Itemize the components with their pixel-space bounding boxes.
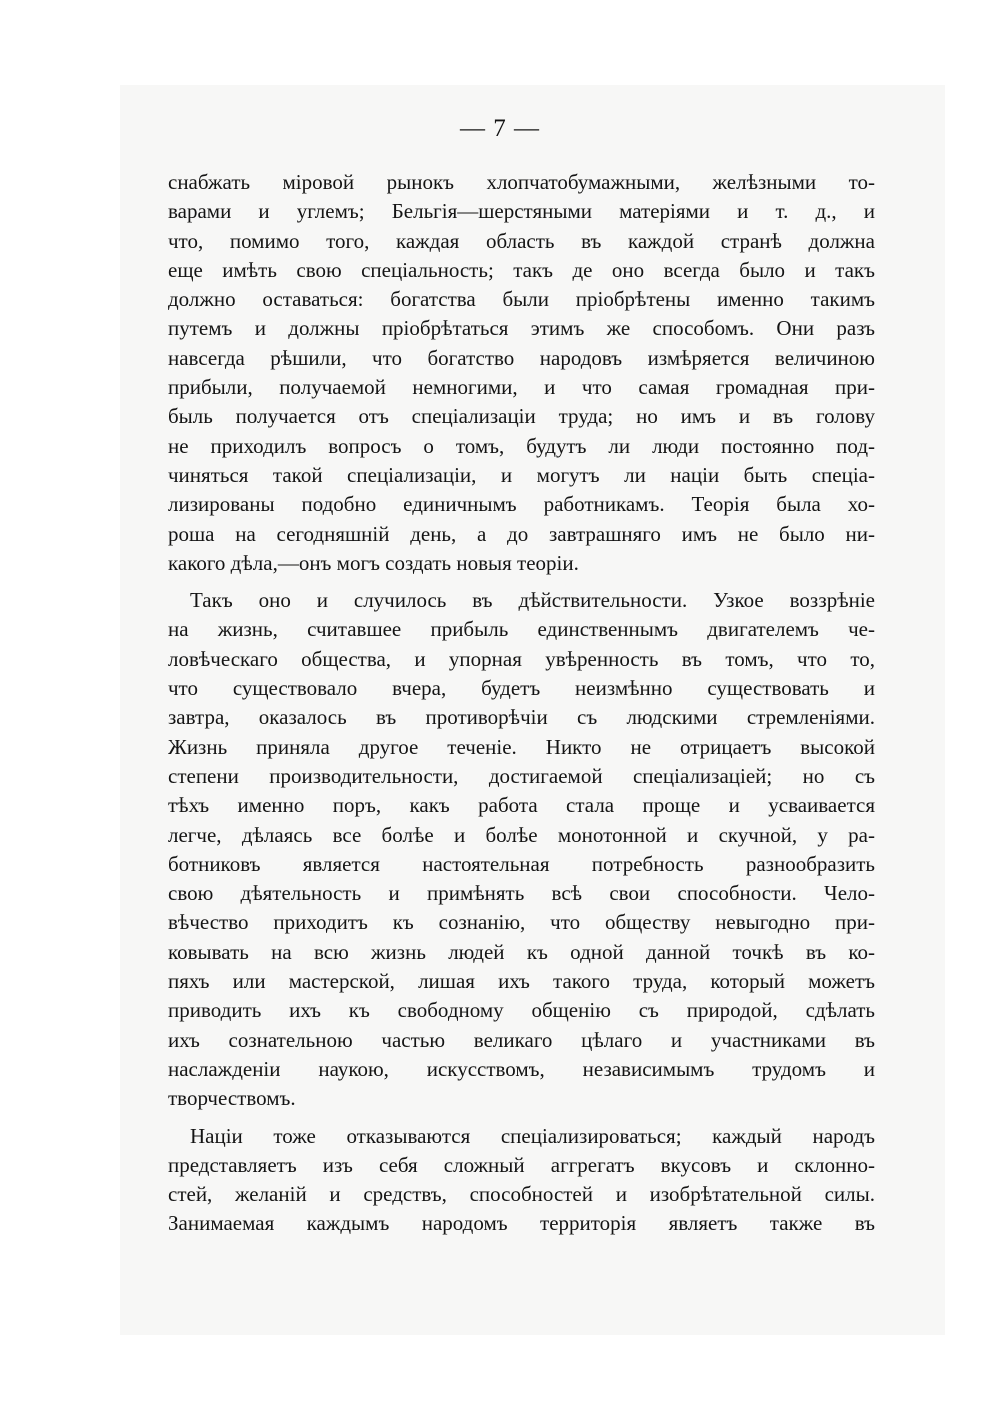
text-line: еще имѣть свою спеціальность; такъ де оно всегда было и такъ xyxy=(168,257,875,282)
text-line: пяхъ или мастерской, лишая ихъ такого труда, который можетъ xyxy=(168,969,875,994)
text-line: тѣхъ именно поръ, какъ работа стала проще и усваивается xyxy=(168,793,875,818)
text-line: Такъ оно и случилось въ дѣйствительности. Узкое воззрѣніе xyxy=(190,588,875,613)
text-line: ловѣческаго общества, и упорная увѣренность въ томъ, что то, xyxy=(168,646,875,671)
text-line: что существовало вчера, будетъ неизмѣнно существовать и xyxy=(168,676,875,701)
text-line: стей, желаній и средствъ, способностей и изобрѣтательной силы. xyxy=(168,1182,875,1207)
text-line: представляетъ изъ себя сложный аггрегатъ вкусовъ и склонно- xyxy=(168,1152,875,1177)
text-line: варами и углемъ; Бельгія—шерстяными матеріями и т. д., и xyxy=(168,199,875,224)
text-line: роша на сегодняшній день, а до завтрашняго имъ не было ни- xyxy=(168,521,875,546)
text-line: лизированы подобно единичнымъ работникамъ. Теорія была хо- xyxy=(168,492,875,517)
text-line: должно оставаться: богатства были пріобрѣтены именно такимъ xyxy=(168,287,875,312)
text-line: свою дѣятельность и примѣнять всѣ свои способности. Чело- xyxy=(168,881,875,906)
text-line: приводить ихъ къ свободному общенію съ природой, сдѣлать xyxy=(168,998,875,1023)
text-line: ботниковъ является настоятельная потребность разнообразить xyxy=(168,851,875,876)
text-line: Націи тоже отказываются спеціализироваться; каждый народъ xyxy=(190,1123,875,1148)
text-line: быль получается отъ спеціализаціи труда; но имъ и въ голову xyxy=(168,404,875,429)
text-line: Занимаемая каждымъ народомъ территорія являетъ также въ xyxy=(168,1211,875,1236)
text-line: вѣчество приходитъ къ сознанію, что обществу невыгодно при- xyxy=(168,910,875,935)
text-line: наслажденіи наукою, искусствомъ, независимымъ трудомъ и xyxy=(168,1056,875,1081)
text-line: навсегда рѣшили, что богатство народовъ измѣряется величиною xyxy=(168,345,875,370)
paragraph-2 xyxy=(168,586,875,1113)
paragraph-3 xyxy=(168,1122,875,1239)
text-line: завтра, оказалось въ противорѣчіи съ людскими стремленіями. xyxy=(168,705,875,730)
text-line: на жизнь, считавшее прибыль единственнымъ двигателемъ че- xyxy=(168,617,875,642)
page-number: — 7 — xyxy=(460,115,540,142)
paragraph-1 xyxy=(168,168,875,578)
text-line: легче, дѣлаясь все болѣе и болѣе монотонной и скучной, у ра- xyxy=(168,822,875,847)
text-line: ихъ сознательною частью великаго цѣлаго и участниками въ xyxy=(168,1027,875,1052)
text-line: путемъ и должны пріобрѣтаться этимъ же способомъ. Они разъ xyxy=(168,316,875,341)
text-line: ковывать на всю жизнь людей къ одной данной точкѣ въ ко- xyxy=(168,939,875,964)
body-text xyxy=(168,168,875,1247)
text-line: что, помимо того, каждая область въ каждой странѣ должна xyxy=(168,228,875,253)
text-line: чиняться такой спеціализаціи, и могутъ ли націи быть спеціа- xyxy=(168,462,875,487)
text-line: творчествомъ. xyxy=(168,1086,296,1111)
text-line: какого дѣла,—онъ могъ создать новыя теоріи. xyxy=(168,550,579,575)
text-line: снабжать міровой рынокъ хлопчатобумажными, желѣзными то- xyxy=(168,170,875,194)
text-line: степени производительности, достигаемой спеціализаціей; но съ xyxy=(168,763,875,788)
text-line: Жизнь приняла другое теченіе. Никто не отрицаетъ высокой xyxy=(168,734,875,759)
text-line: прибыли, получаемой немногими, и что самая громадная при- xyxy=(168,375,875,400)
text-line: не приходилъ вопросъ о томъ, будутъ ли люди постоянно под- xyxy=(168,433,875,458)
